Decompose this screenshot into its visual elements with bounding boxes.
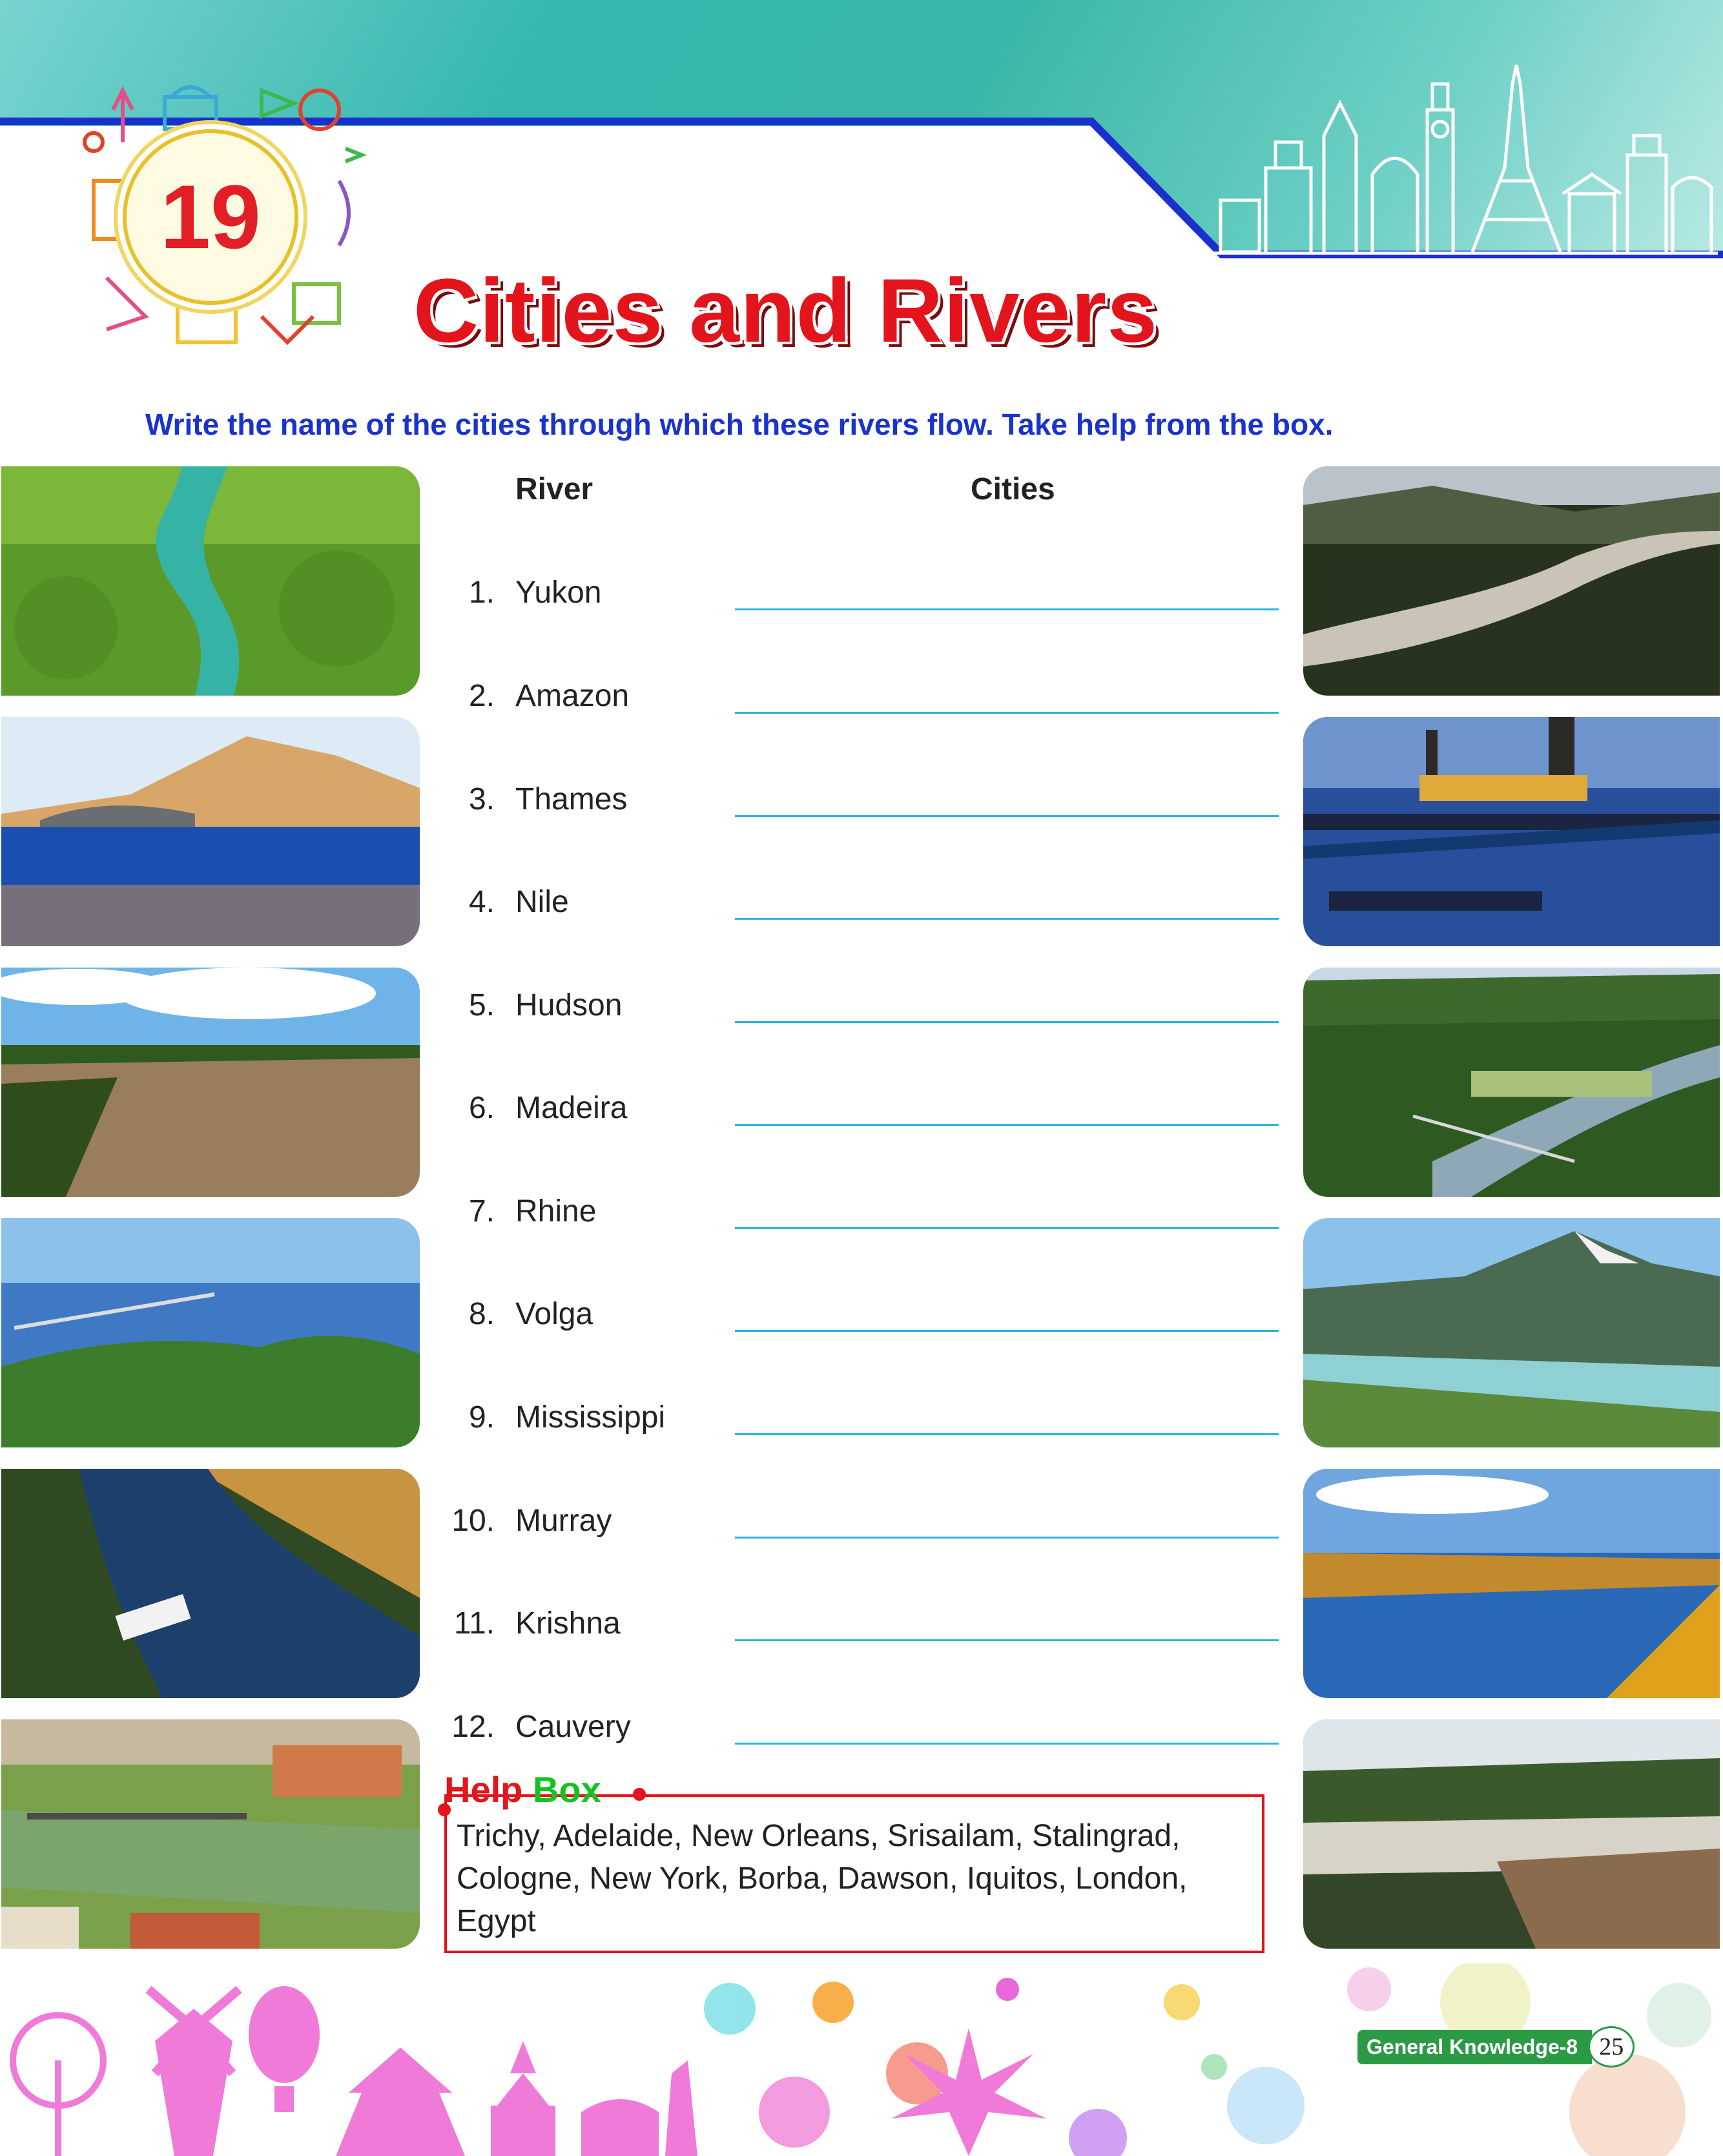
footer-book-tag: [1351, 2028, 1635, 2066]
chapter-number: 19: [160, 166, 261, 267]
river-number: 2.: [468, 679, 495, 713]
city-answer-line[interactable]: [735, 1537, 1279, 1539]
river-photo-forest-aerial: [1, 466, 420, 696]
river-photo-murray-boat: [1, 1469, 420, 1698]
river-name: Cauvery: [515, 1710, 631, 1744]
city-answer-line[interactable]: [735, 608, 1279, 610]
river-name: Yukon: [515, 575, 602, 610]
river-number: 1.: [468, 575, 495, 610]
page-title: Cities and Rivers: [413, 260, 1158, 361]
city-answer-line[interactable]: [735, 1330, 1279, 1332]
city-answer-line[interactable]: [735, 1743, 1279, 1745]
river-photo-autumn-river: [1303, 1469, 1720, 1698]
river-number: 8.: [468, 1297, 495, 1331]
river-photo-rocky-waterfall: [1303, 1719, 1720, 1949]
river-photo-rhine-city: [1, 1719, 420, 1949]
river-number: 9.: [468, 1400, 495, 1435]
chapter-number-badge: [123, 129, 298, 305]
river-name: Volga: [515, 1297, 593, 1331]
river-name: Thames: [515, 782, 628, 816]
river-name: Amazon: [515, 679, 630, 713]
city-answer-line[interactable]: [735, 918, 1279, 920]
river-number: 3.: [468, 782, 495, 816]
river-name: Nile: [515, 885, 569, 919]
help-box-city-list: Trichy, Adelaide, New Orleans, Srisailam, Stalingrad, Cologne, New York, Borba, Dawson, Iquitos, London, Egypt: [457, 1819, 1188, 1938]
river-number: 12.: [451, 1710, 495, 1744]
city-answer-line[interactable]: [735, 712, 1279, 714]
river-name: Mississippi: [515, 1400, 666, 1435]
river-number: 11.: [453, 1606, 495, 1641]
river-name: Madeira: [515, 1091, 628, 1125]
river-photo-wide-river-clouds: [1, 968, 420, 1197]
river-number: 7.: [468, 1194, 495, 1228]
footer-book-title: General Knowledge-8: [1357, 2030, 1592, 2064]
river-number: 5.: [468, 988, 495, 1022]
river-photo-volga-bridge: [1, 1218, 420, 1447]
river-photo-thames-london: [1303, 717, 1720, 946]
city-answer-line[interactable]: [735, 1639, 1279, 1641]
city-answer-line[interactable]: [735, 1124, 1279, 1126]
river-name: Murray: [515, 1504, 612, 1538]
river-photo-nile-desert: [1, 717, 420, 946]
river-number: 6.: [468, 1091, 495, 1125]
river-name: Krishna: [515, 1606, 621, 1641]
city-answer-line[interactable]: [735, 815, 1279, 817]
help-box-title-help: Help: [444, 1769, 523, 1810]
river-photo-yukon-valley: [1303, 466, 1720, 696]
river-photo-hudson-bridge: [1303, 968, 1720, 1197]
river-photo-mountain-river: [1303, 1218, 1720, 1447]
river-name: Hudson: [515, 988, 623, 1022]
river-column-header: River: [515, 472, 593, 506]
city-answer-line[interactable]: [735, 1021, 1279, 1023]
river-number: 4.: [468, 885, 495, 919]
help-box-title: [444, 1768, 601, 1810]
landmarks-skyline-illustration: [1214, 65, 1718, 255]
help-box-corner-dot: [633, 1788, 646, 1801]
river-number: 10.: [451, 1504, 495, 1538]
help-box-title-box: Box: [532, 1769, 601, 1810]
instruction-text: Write the name of the cities through which these rivers flow. Take help from the box.: [145, 408, 1334, 441]
cities-column-header: Cities: [971, 472, 1055, 506]
city-answer-line[interactable]: [735, 1227, 1279, 1229]
city-answer-line[interactable]: [735, 1433, 1279, 1435]
river-name: Rhine: [515, 1194, 597, 1228]
page-number: 25: [1588, 2026, 1635, 2068]
